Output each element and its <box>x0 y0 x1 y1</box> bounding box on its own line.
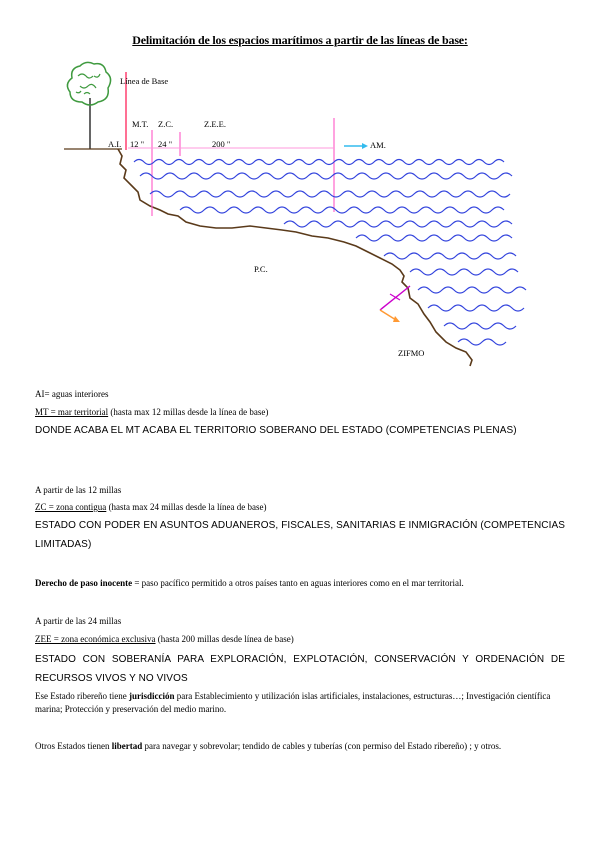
arrow-right-icon <box>344 143 368 149</box>
tree-icon <box>67 62 110 149</box>
libertad-term: libertad <box>111 741 143 751</box>
zc-detail: (hasta max 24 millas desde la línea de base) <box>106 502 267 512</box>
coastline <box>118 149 472 366</box>
s2-intro: A partir de las 12 millas <box>35 485 122 495</box>
jurisdiction-term: jurisdicción <box>128 691 175 701</box>
label-zee: Z.E.E. <box>204 119 226 129</box>
mt-definition <box>35 406 565 419</box>
paso-inocente <box>35 577 565 590</box>
label-linea-base: Línea de Base <box>120 76 169 86</box>
label-zc: Z.C. <box>158 119 174 129</box>
libertad-detail: para navegar y sobrevolar; tendido de cables y tuberías (con permiso del Estado ribereño) ; y otros. <box>142 741 502 751</box>
paso-inocente-term: Derecho de paso inocente <box>35 578 133 588</box>
zee-term: ZEE = zona económica exclusiva <box>35 634 156 644</box>
label-24: 24 " <box>158 139 173 149</box>
zc-term: ZC = zona contigua <box>35 502 107 512</box>
zee-caps-statement: ESTADO CON SOBERANÍA PARA EXPLORACIÓN, EXPLOTACIÓN, CONSERVACIÓN Y ORDENACIÓN DE RECURSOS VIVOS Y NO VIVOS <box>35 654 565 684</box>
ai-definition: AI= aguas interiores <box>35 389 109 399</box>
jurisdiction-intro: Ese Estado ribereño tiene <box>35 691 129 701</box>
page-title: Delimitación de los espacios marítimos a partir de las líneas de base: <box>132 33 468 47</box>
label-mt: M.T. <box>132 119 149 129</box>
jurisdiction-detail: para Establecimiento y utilización islas artificiales, instalaciones, estructuras…; Investigación científica marina; Protección y preservación del medio marino. <box>35 691 551 714</box>
mt-term: MT = mar territorial <box>35 407 109 417</box>
mt-detail: (hasta max 12 millas desde la línea de base) <box>108 407 269 417</box>
label-ai: A.I. <box>108 139 122 149</box>
zc-definition <box>35 501 565 514</box>
zee-detail: (hasta 200 millas desde línea de base) <box>155 634 294 644</box>
label-200: 200 " <box>212 139 231 149</box>
zee-definition <box>35 633 565 646</box>
zc-caps-statement: ESTADO CON PODER EN ASUNTOS ADUANEROS, FISCALES, SANITARIAS E INMIGRACIÓN (COMPETENCIAS LIMITADAS) <box>35 520 565 550</box>
zee-jurisdiction <box>35 690 565 716</box>
s4-intro: A partir de las 24 millas <box>35 616 122 626</box>
zifmo-marker <box>380 286 410 322</box>
sea-waves <box>134 160 526 346</box>
mt-caps-statement: DONDE ACABA EL MT ACABA EL TERRITORIO SOBERANO DEL ESTADO (COMPETENCIAS PLENAS) <box>35 425 517 436</box>
label-pc: P.C. <box>254 264 268 274</box>
maritime-zones-diagram <box>0 50 600 375</box>
paso-inocente-detail: = paso pacífico permitido a otros países tanto en aguas interiores como en el mar territorial. <box>132 578 464 588</box>
label-12: 12 " <box>130 139 145 149</box>
libertad-paragraph <box>35 737 565 756</box>
label-am: AM. <box>370 140 386 150</box>
libertad-intro: Otros Estados tienen <box>35 741 112 751</box>
label-zifmo: ZIFMO <box>398 348 425 358</box>
